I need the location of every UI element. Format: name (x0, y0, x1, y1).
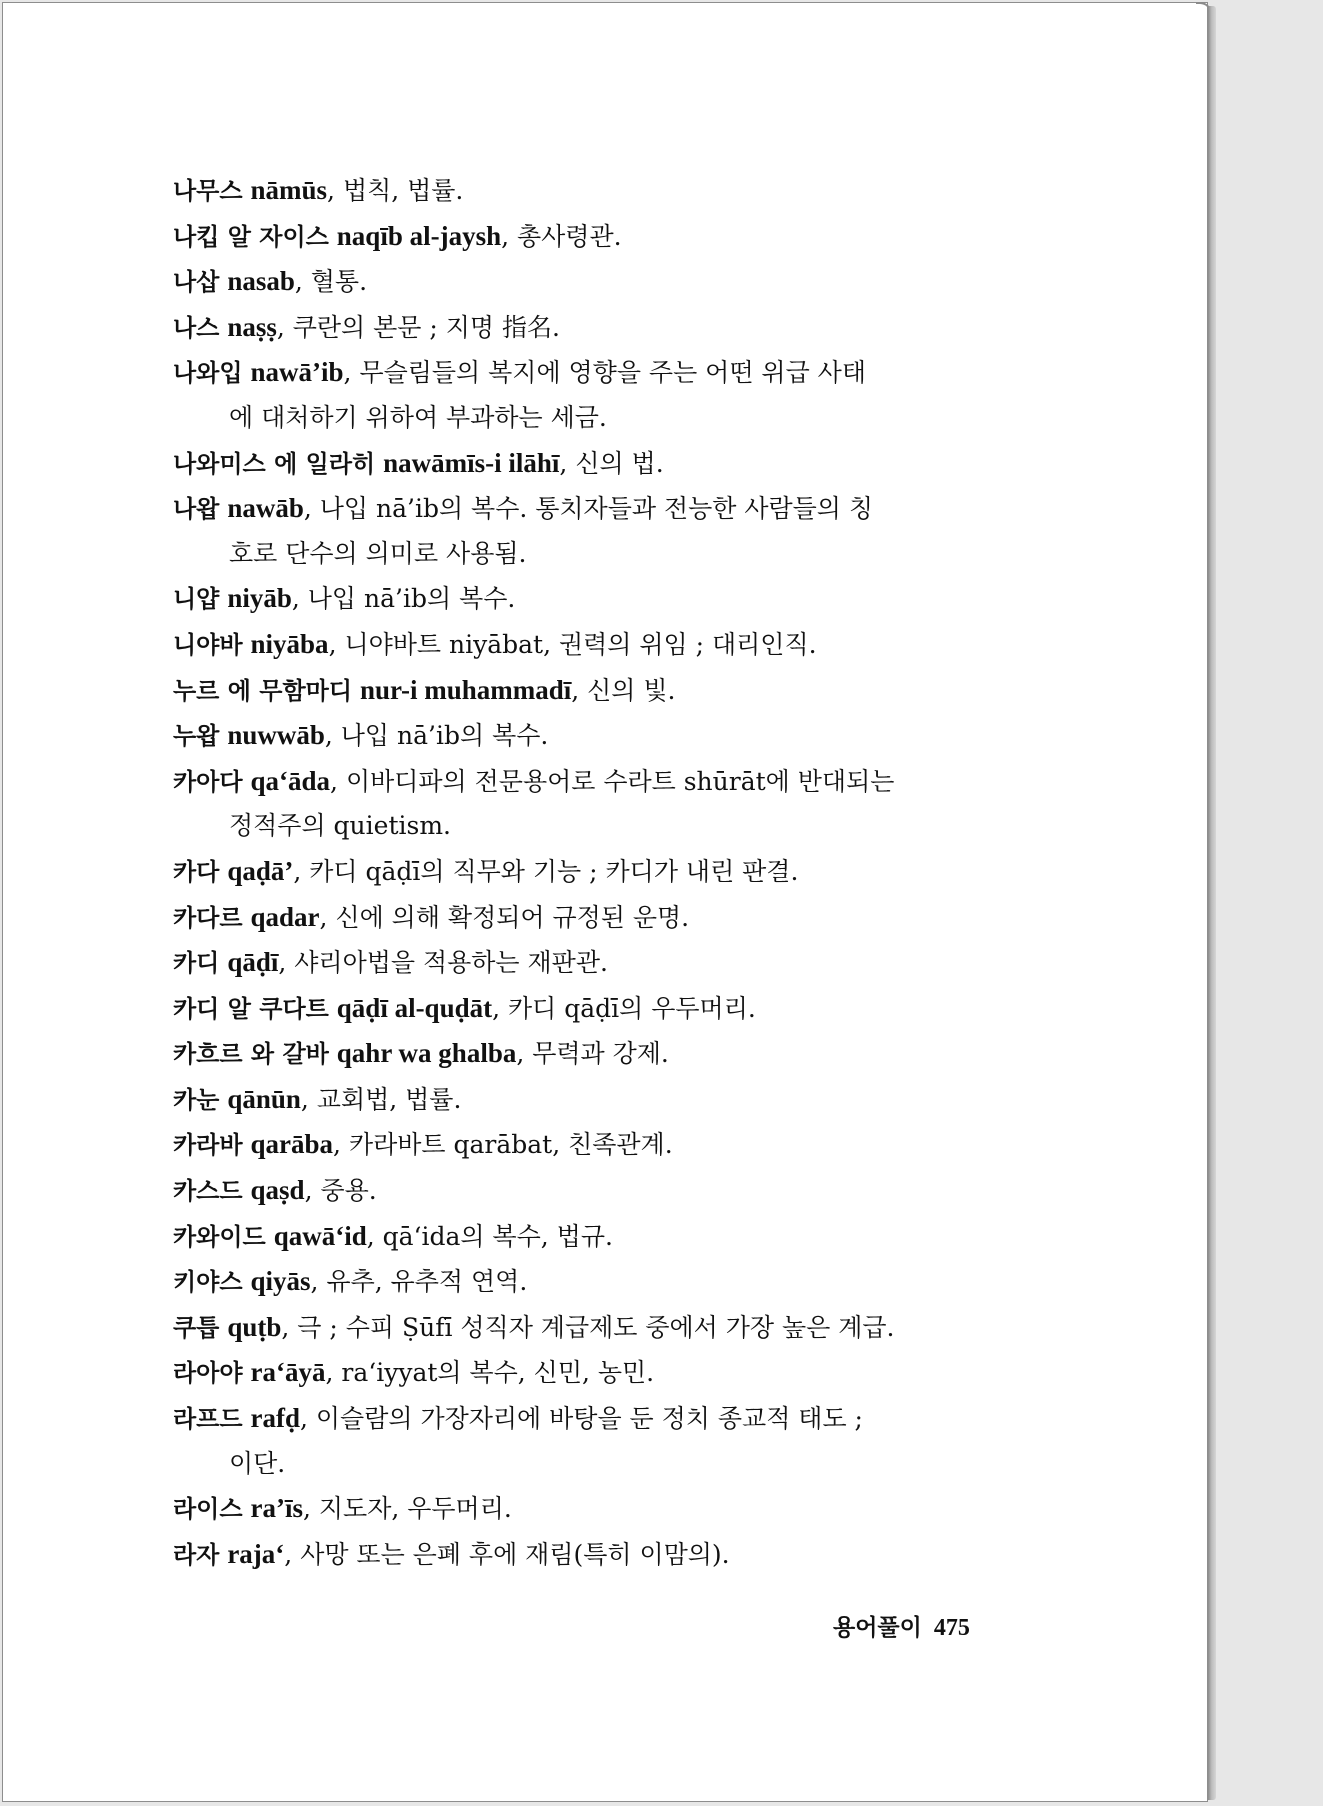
entry-transliteration: qāḍī al-quḍāt (336, 992, 493, 1023)
entry-term: 나무스 (173, 177, 243, 205)
entry-term: 카디 (173, 949, 220, 978)
entry-transliteration: qānūn (227, 1083, 301, 1114)
entry-definition: , 신의 빛. (571, 675, 676, 705)
entry-term: 누르 에 무함마디 (173, 676, 352, 705)
glossary-entry (173, 350, 1013, 396)
entry-transliteration: qahr wa ghalba (336, 1038, 517, 1069)
glossary-entry (173, 1168, 1013, 1214)
entry-transliteration: qaḍā’ (227, 855, 294, 886)
entry-transliteration: niyāba (250, 628, 329, 659)
entry-transliteration: qawā‘id (273, 1220, 367, 1251)
entry-term: 카다르 (173, 903, 243, 932)
entry-term: 니야바 (173, 630, 243, 659)
entry-transliteration: qiyās (250, 1266, 311, 1297)
glossary-entry (173, 940, 1013, 986)
glossary-entry (173, 668, 1013, 714)
entry-definition: , 사망 또는 은폐 후에 재림(특히 이맘의). (284, 1539, 730, 1569)
entry-term: 라자 (173, 1540, 220, 1569)
glossary-entry (173, 1532, 1013, 1578)
entry-transliteration: qāḍī (227, 947, 279, 978)
entry-continuation: 에 대처하기 위하여 부과하는 세금. (229, 402, 607, 432)
book-page (2, 2, 1208, 1802)
entry-transliteration: qaṣd (250, 1175, 305, 1206)
entry-term: 카흐르 와 갈바 (173, 1040, 329, 1069)
glossary-entry (173, 576, 1013, 622)
entry-term: 니얍 (173, 585, 220, 614)
entry-term: 나와미스 에 일라히 (173, 449, 376, 478)
glossary-entry (173, 1350, 1013, 1396)
page-footer (833, 1609, 970, 1642)
entry-term: 라아야 (173, 1359, 243, 1388)
glossary-entry (173, 486, 1013, 532)
entry-term: 카라바 (173, 1131, 243, 1160)
entry-term: 카아다 (173, 767, 243, 796)
entry-transliteration: nāmūs (250, 175, 328, 205)
entry-term: 쿠틉 (173, 1313, 220, 1342)
entry-definition: , 니야바트 niyābat, 권력의 위임 ; 대리인직. (328, 629, 817, 659)
entry-term: 나삽 (173, 268, 220, 297)
entry-term: 카눈 (173, 1085, 220, 1114)
entry-term: 카와이드 (173, 1222, 266, 1251)
glossary-entry (173, 214, 1013, 260)
entry-transliteration: quṭb (227, 1311, 282, 1342)
entry-term: 카다 (173, 857, 220, 886)
entry-transliteration: qa‘āda (250, 765, 331, 796)
glossary-entry (173, 849, 1013, 895)
entry-definition: , 신에 의해 확정되어 규정된 운명. (319, 902, 690, 932)
entry-term: 나스 (173, 313, 220, 342)
entry-transliteration: nur-i muhammadī (359, 674, 572, 705)
glossary-entry (173, 622, 1013, 668)
entry-definition: , 무슬림들의 복지에 영향을 주는 어떤 위급 사태 (343, 358, 866, 388)
glossary-entry (173, 1305, 1013, 1351)
entry-definition: , 나입 nā’ib의 복수. (291, 584, 516, 614)
entry-continuation: 이단. (229, 1448, 286, 1478)
entry-definition: , 샤리아법을 적용하는 재판관. (278, 948, 608, 978)
entry-term: 누왑 (173, 722, 220, 751)
glossary-entry (173, 1214, 1013, 1260)
entry-transliteration: nawā’ib (250, 357, 344, 388)
entry-term: 카스드 (173, 1177, 243, 1206)
entry-transliteration: ra’īs (250, 1493, 303, 1524)
entry-term: 카디 알 쿠다트 (173, 994, 329, 1023)
entry-definition: , 쿠란의 본문 ; 지명 指名. (276, 312, 560, 342)
entry-definition: , 나입 nā’ib의 복수. (324, 721, 549, 751)
glossary-entry (173, 1396, 1013, 1442)
entry-definition: , 총사령관. (501, 221, 622, 251)
section-title: 용어풀이 (833, 1615, 922, 1641)
entry-transliteration: rafḍ (250, 1403, 301, 1434)
entry-transliteration: qadar (250, 901, 320, 932)
entry-transliteration: niyāb (227, 583, 292, 614)
entry-definition: , 교회법, 법률. (300, 1084, 462, 1114)
glossary-list (173, 168, 1013, 1577)
entry-term: 나왑 (173, 495, 220, 524)
entry-term: 라프드 (173, 1405, 243, 1434)
entry-definition: , 이슬람의 가장자리에 바탕을 둔 정치 종교적 태도 ; (300, 1404, 863, 1434)
entry-definition: , 이바디파의 전문용어로 수라트 shūrāt에 반대되는 (330, 766, 895, 796)
glossary-entry (173, 259, 1013, 305)
glossary-entry (173, 1031, 1013, 1077)
glossary-entry (173, 713, 1013, 759)
entry-definition: , qā‘ida의 복수, 법규. (366, 1221, 613, 1251)
entry-definition: , 나입 nā’ib의 복수. 통치자들과 전능한 사람들의 칭 (303, 494, 874, 524)
entry-term: 키야스 (173, 1268, 243, 1297)
entry-definition: , 카디 qāḍī의 우두머리. (492, 993, 756, 1023)
entry-transliteration: naṣṣ (227, 311, 277, 342)
entry-transliteration: nawāmīs-i ilāhī (383, 447, 560, 478)
entry-definition: , 유추, 유추적 연역. (310, 1267, 528, 1297)
glossary-entry (173, 759, 1013, 805)
entry-definition: , 법칙, 법률. (327, 176, 464, 205)
entry-transliteration: raja‘ (227, 1538, 285, 1569)
glossary-entry (173, 305, 1013, 351)
page-number: 475 (933, 1615, 970, 1641)
entry-term: 라이스 (173, 1495, 243, 1524)
entry-definition: , 중용. (304, 1176, 377, 1206)
entry-term: 나와입 (173, 359, 243, 388)
glossary-entry (173, 441, 1013, 487)
glossary-entry (173, 1486, 1013, 1532)
entry-transliteration: ra‘āyā (250, 1357, 326, 1388)
glossary-entry (173, 168, 1013, 214)
entry-transliteration: nuwwāb (227, 720, 325, 751)
entry-transliteration: naqīb al-jaysh (336, 220, 502, 251)
entry-definition: , 카디 qāḍī의 직무와 기능 ; 카디가 내린 판결. (293, 856, 799, 886)
entry-definition: , 무력과 강제. (516, 1039, 669, 1069)
entry-definition: , 혈통. (294, 267, 368, 297)
page-edge-shadow (1208, 6, 1216, 1800)
entry-continuation: 호로 단수의 의미로 사용됨. (229, 538, 527, 568)
entry-transliteration: nawāb (227, 493, 304, 524)
glossary-entry (173, 986, 1013, 1032)
entry-definition: , ra‘iyyat의 복수, 신민, 농민. (325, 1358, 655, 1388)
glossary-entry (173, 1122, 1013, 1168)
entry-transliteration: qarāba (250, 1129, 334, 1160)
entry-definition: , 극 ; 수피 Ṣūfī 성직자 계급제도 중에서 가장 높은 계급. (281, 1312, 895, 1342)
entry-term: 나킵 알 자이스 (173, 222, 329, 251)
entry-definition: , 카라바트 qarābat, 친족관계. (333, 1130, 673, 1160)
entry-transliteration: nasab (227, 266, 295, 297)
entry-definition: , 신의 법. (559, 448, 664, 478)
glossary-entry (173, 1259, 1013, 1305)
entry-definition: , 지도자, 우두머리. (303, 1494, 512, 1524)
entry-continuation: 정적주의 quietism. (229, 811, 451, 841)
glossary-entry (173, 895, 1013, 941)
glossary-entry (173, 1077, 1013, 1123)
